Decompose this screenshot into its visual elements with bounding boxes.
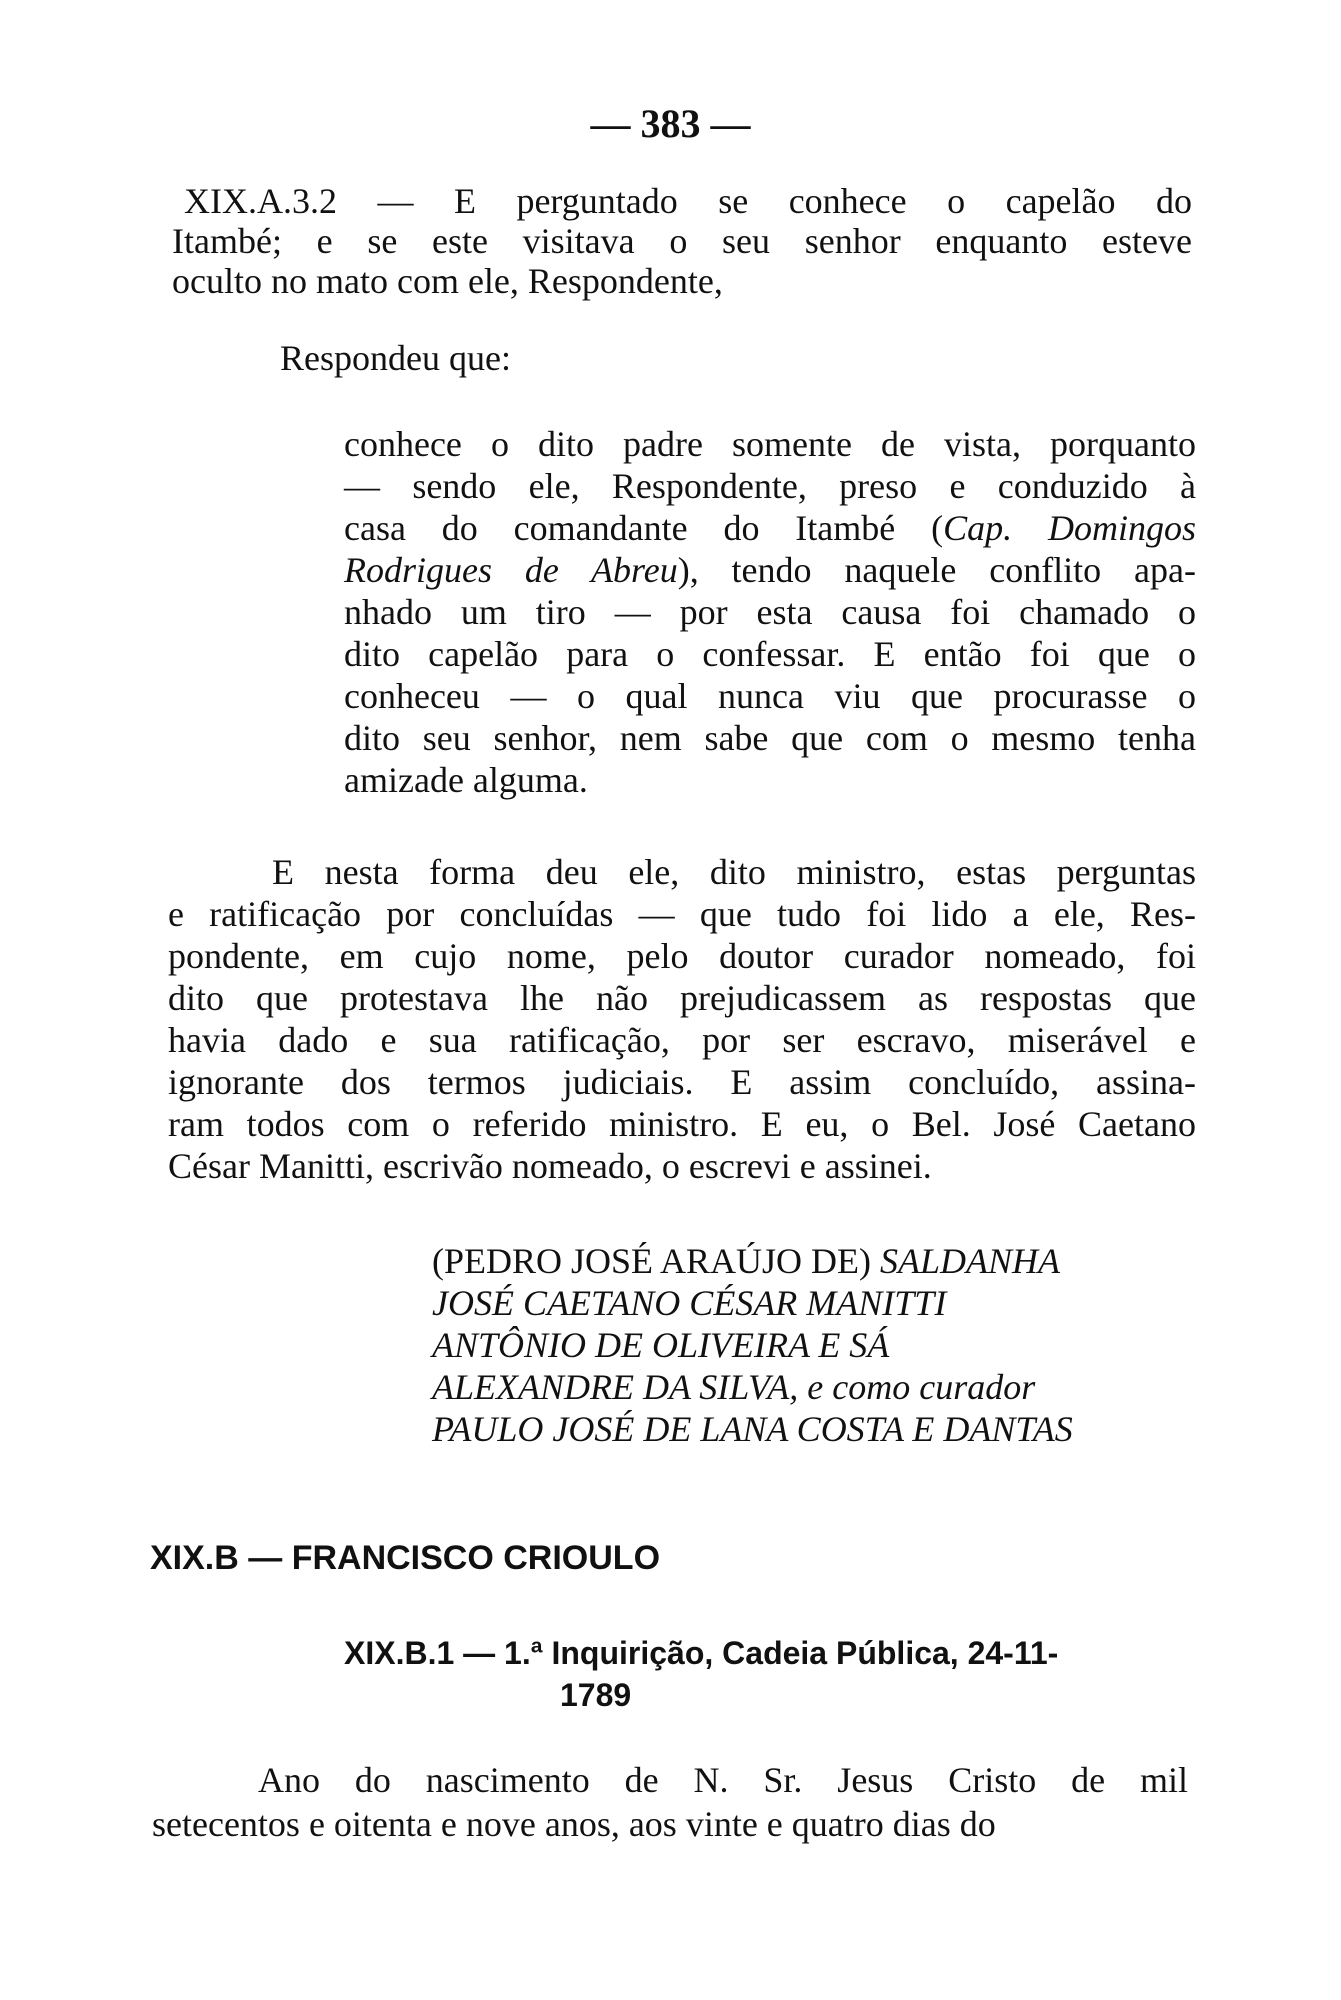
section-heading-text: XIX.B — FRANCISCO CRIOULO	[150, 1539, 661, 1577]
subsection-heading	[344, 1632, 1058, 1716]
closing-line: pondente, em cujo nome, pelo doutor curador nomeado, foi	[168, 936, 1196, 976]
signature-block	[432, 1240, 1073, 1450]
signature-name-roman: (PEDRO JOSÉ ARAÚJO DE)	[432, 1241, 881, 1281]
closing-paragraph	[168, 851, 1196, 1187]
final-line: Ano do nascimento de N. Sr. Jesus Cristo de mil	[258, 1760, 1188, 1800]
question-line: XIX.A.3.2 — E perguntado se conhece o capelão do	[184, 181, 1192, 221]
answer-line: amizade alguma.	[344, 760, 588, 800]
page-number: — 383 —	[590, 101, 751, 146]
answer-line: conheceu — o qual nunca viu que procurasse o	[344, 676, 1196, 716]
closing-line: ram todos com o referido ministro. E eu, o Bel. José Caetano	[168, 1104, 1196, 1144]
answer-line: — sendo ele, Respondente, preso e conduzido à	[344, 466, 1196, 506]
question-paragraph	[172, 181, 1192, 301]
answer-text: ), tendo naquele conflito apa-	[677, 550, 1196, 590]
final-paragraph	[152, 1758, 1188, 1846]
answer-italic-name: Rodrigues de Abreu	[344, 550, 678, 590]
question-line: oculto no mato com ele, Respondente,	[172, 261, 723, 301]
answer-line	[344, 507, 1196, 549]
subsection-heading-line: 1789	[560, 1677, 632, 1713]
signature-line: ALEXANDRE DA SILVA, e como curador	[432, 1367, 1036, 1407]
answer-line	[344, 549, 1196, 591]
closing-line: César Manitti, escrivão nomeado, o escrevi e assinei.	[168, 1146, 932, 1186]
answer-line: nhado um tiro — por esta causa foi chamado o	[344, 592, 1196, 632]
subsection-heading-line: XIX.B.1 — 1.ª Inquirição, Cadeia Pública, 24-11-	[344, 1635, 1059, 1671]
answer-line: dito seu senhor, nem sabe que com o mesmo tenha	[344, 718, 1196, 758]
closing-line: e ratificação por concluídas — que tudo foi lido a ele, Res-	[168, 894, 1196, 934]
signature-line: JOSÉ CAETANO CÉSAR MANITTI	[432, 1283, 947, 1323]
signature-line: PAULO JOSÉ DE LANA COSTA E DANTAS	[432, 1409, 1073, 1449]
answer-line: dito capelão para o confessar. E então foi que o	[344, 634, 1196, 674]
answer-paragraph	[344, 423, 1196, 801]
answer-text: casa do comandante do Itambé (	[344, 508, 944, 548]
answer-intro	[280, 338, 511, 379]
closing-line: ignorante dos termos judiciais. E assim concluído, assina-	[168, 1062, 1196, 1102]
final-line: setecentos e oitenta e nove anos, aos vinte e quatro dias do	[152, 1804, 996, 1844]
closing-line: E nesta forma deu ele, dito ministro, estas perguntas	[272, 852, 1196, 892]
closing-line: havia dado e sua ratificação, por ser escravo, miserável e	[168, 1020, 1196, 1060]
question-line: Itambé; e se este visitava o seu senhor enquanto esteve	[172, 221, 1192, 261]
signature-line	[432, 1240, 1073, 1282]
answer-italic-name: Cap. Domingos	[943, 508, 1196, 548]
signature-name-italic: SALDANHA	[880, 1241, 1061, 1281]
section-heading	[150, 1538, 660, 1578]
answer-intro-text: Respondeu que:	[280, 338, 511, 378]
signature-line: ANTÔNIO DE OLIVEIRA E SÁ	[432, 1325, 890, 1365]
answer-line: conhece o dito padre somente de vista, porquanto	[344, 424, 1196, 464]
closing-line: dito que protestava lhe não prejudicassem as respostas que	[168, 978, 1196, 1018]
